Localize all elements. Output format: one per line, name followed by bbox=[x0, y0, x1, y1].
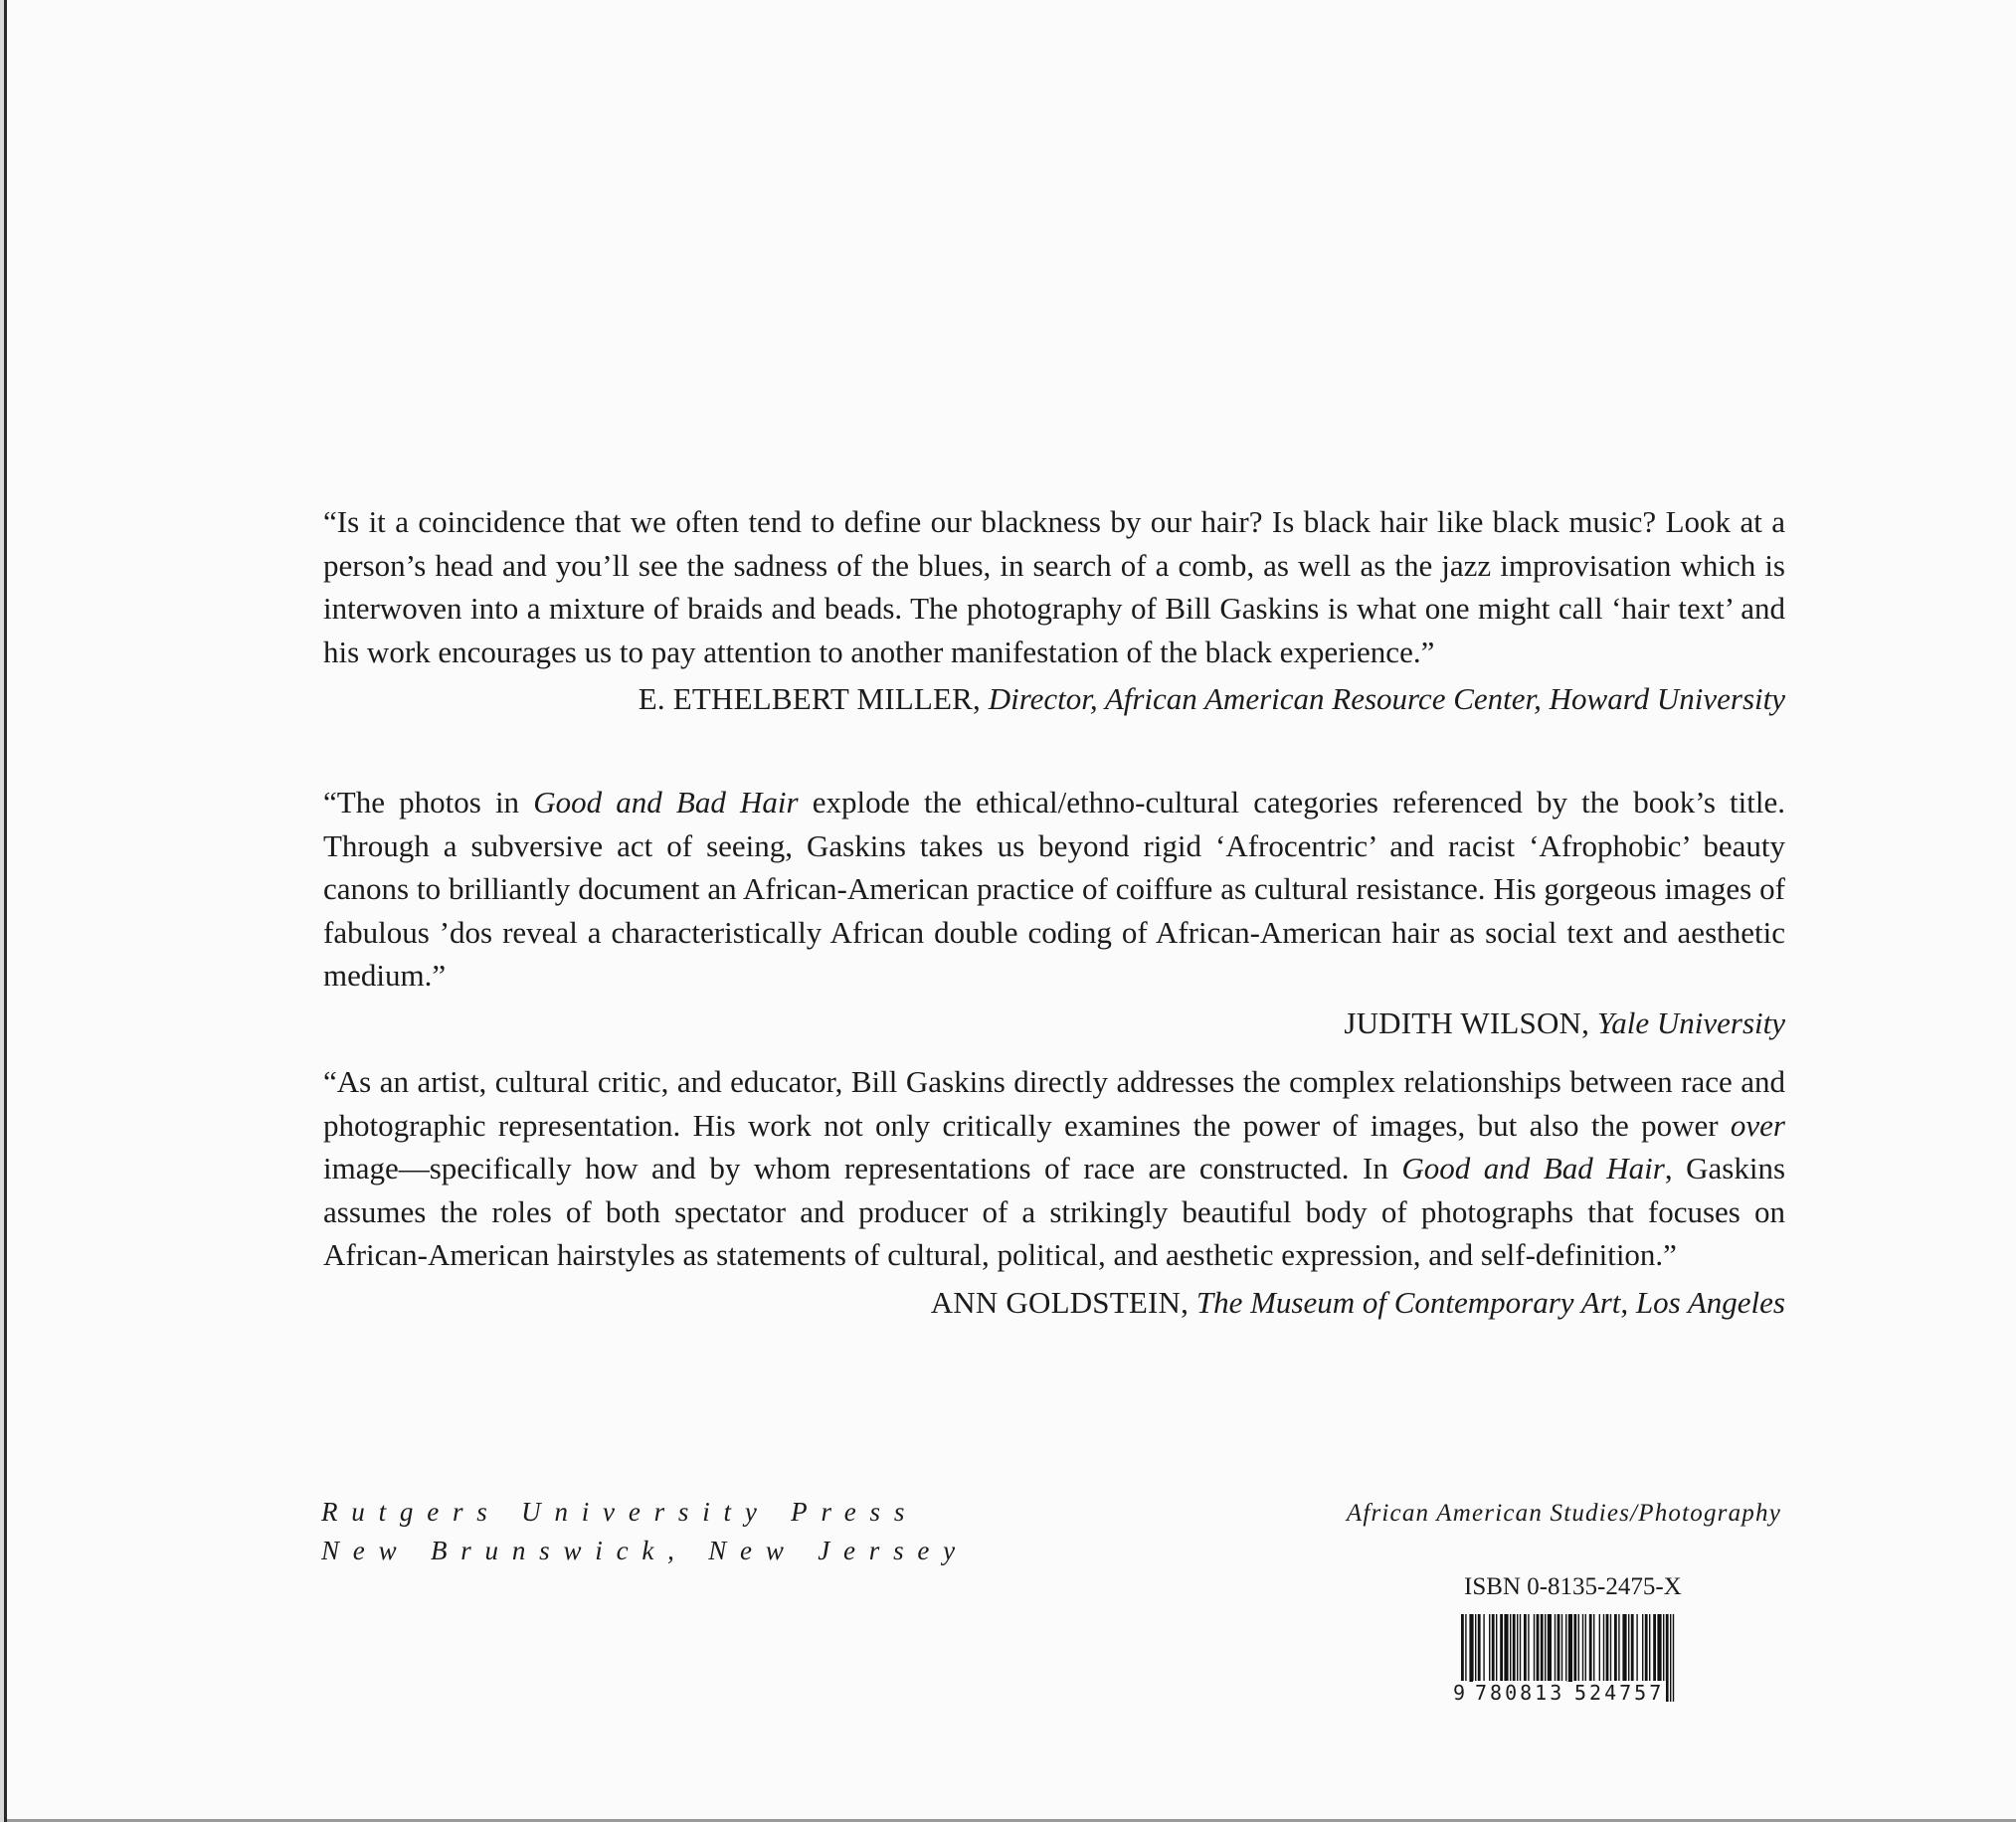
barcode-bar bbox=[1618, 1614, 1619, 1682]
barcode-digit-group2: 524757 bbox=[1574, 1681, 1665, 1705]
publisher-imprint bbox=[321, 1493, 969, 1570]
barcode-bar bbox=[1475, 1614, 1476, 1682]
quote-body-end: explode the ethical/ethno-cultural categories referenced by the book’s title. Through a subversive act of seeing, Gaskins takes us beyond rigid ‘Afrocentric’ and racist ‘Afrophobic’ beauty canons to brilliantly document an African-American practice of coiffure as cultural resistance. His gorgeous images of fabulous ’dos reveal a characteristically African double coding of African-American hair as social text and aesthetic medium.” bbox=[323, 785, 1785, 993]
barcode-bar bbox=[1622, 1614, 1626, 1682]
book-title: Good and Bad Hair bbox=[533, 785, 799, 820]
blurb-goldstein bbox=[323, 1060, 1785, 1324]
barcode-bar bbox=[1489, 1614, 1490, 1682]
barcode-bar bbox=[1545, 1614, 1546, 1682]
barcode-digit-first: 9 bbox=[1453, 1681, 1466, 1705]
quote-text bbox=[323, 1060, 1785, 1277]
quote-attribution bbox=[323, 677, 1785, 721]
emphasis-word: over bbox=[1730, 1107, 1785, 1143]
author-name: E. ETHELBERT MILLER, bbox=[638, 681, 981, 716]
author-affiliation: Yale University bbox=[1596, 1004, 1785, 1040]
quote-body: “Is it a coincidence that we often tend to define our blackness by our hair? Is black hair like black music? Look at a person’s head and you’ll see the sadness of the blues, in search of a comb, as well as the jazz improvisation which is interwoven into a mixture of braids and beads. The photography of Bill Gaskins is what one might call ‘hair text’ and his work encourages us to pay attention to another manifestation of the black experience.” bbox=[323, 504, 1785, 669]
quote-attribution bbox=[323, 1002, 1785, 1045]
barcode-digit-group1: 780813 bbox=[1475, 1681, 1565, 1705]
barcode-bar bbox=[1492, 1614, 1495, 1682]
barcode-bar bbox=[1528, 1614, 1529, 1682]
author-affiliation: Director, African American Resource Center, Howard University bbox=[988, 681, 1785, 716]
publisher-name: Rutgers University Press bbox=[321, 1497, 919, 1527]
barcode-bar bbox=[1513, 1614, 1516, 1682]
barcode-bar bbox=[1582, 1614, 1583, 1682]
barcode-bar bbox=[1642, 1614, 1643, 1682]
barcode-bar bbox=[1603, 1614, 1604, 1682]
barcode-bar bbox=[1649, 1614, 1650, 1682]
barcode-bar bbox=[1657, 1614, 1661, 1682]
book-title: Good and Bad Hair bbox=[1401, 1151, 1665, 1185]
barcode-bar bbox=[1610, 1614, 1611, 1682]
barcode-bar bbox=[1520, 1614, 1521, 1682]
blurb-miller bbox=[323, 500, 1785, 721]
author-name: ANN GOLDSTEIN, bbox=[930, 1284, 1190, 1320]
quote-body-middle: image—specifically how and by whom representations of race are constructed. In bbox=[323, 1151, 1402, 1185]
quote-attribution bbox=[323, 1281, 1785, 1325]
barcode-bar bbox=[1653, 1614, 1656, 1682]
barcode-bar bbox=[1573, 1614, 1576, 1682]
barcode-bar bbox=[1614, 1614, 1617, 1682]
barcode-bar bbox=[1500, 1614, 1503, 1682]
quote-body-end: , Gaskins assumes the roles of both spectator and producer of a strikingly beautiful body of photographs that focuses on African-American hairstyles as statements of cultural, political, and aesthetic expression, and self-definition.” bbox=[323, 1151, 1786, 1272]
barcode-bar bbox=[1504, 1614, 1508, 1682]
barcode-bar bbox=[1645, 1614, 1648, 1682]
barcode-bar bbox=[1524, 1614, 1527, 1682]
barcode-bar bbox=[1483, 1614, 1484, 1682]
barcode-bar bbox=[1517, 1614, 1518, 1682]
barcode-bar bbox=[1636, 1614, 1637, 1682]
publisher-location: New Brunswick, New Jersey bbox=[321, 1536, 969, 1565]
barcode-bar bbox=[1534, 1614, 1535, 1682]
barcode-bar bbox=[1589, 1614, 1592, 1682]
barcode-digits bbox=[1451, 1681, 1680, 1709]
barcode-bar bbox=[1631, 1614, 1634, 1682]
barcode-bar bbox=[1510, 1614, 1511, 1682]
barcode-bar bbox=[1541, 1614, 1544, 1682]
barcode-bar bbox=[1599, 1614, 1600, 1682]
subject-category: African American Studies/Photography bbox=[1346, 1500, 1781, 1527]
barcode-bar bbox=[1568, 1614, 1572, 1682]
back-cover bbox=[4, 0, 2016, 1822]
author-affiliation: The Museum of Contemporary Art, Los Angeles bbox=[1195, 1284, 1785, 1320]
barcode-bar bbox=[1537, 1614, 1540, 1682]
barcode-bar bbox=[1593, 1614, 1594, 1682]
barcode-bar bbox=[1496, 1614, 1497, 1682]
barcode-bar bbox=[1469, 1614, 1473, 1682]
isbn-label: ISBN 0-8135-2475-X bbox=[1464, 1573, 1682, 1600]
author-name: JUDITH WILSON, bbox=[1344, 1004, 1590, 1040]
barcode-bar bbox=[1606, 1614, 1609, 1682]
barcode-bar bbox=[1478, 1614, 1481, 1682]
barcode-bar bbox=[1628, 1614, 1629, 1682]
blurb-wilson bbox=[323, 781, 1785, 1044]
quote-text bbox=[323, 500, 1785, 673]
barcode-bar bbox=[1565, 1614, 1566, 1682]
barcode-bar bbox=[1555, 1614, 1556, 1682]
quote-text bbox=[323, 781, 1785, 998]
barcode-bar bbox=[1578, 1614, 1579, 1682]
quote-body-start: “The photos in bbox=[323, 785, 534, 820]
quote-body-start: “As an artist, cultural critic, and educator, Bill Gaskins directly addresses the complex relationships between race and photographic representation. His work not only critically examines the power of images, but also the power bbox=[323, 1064, 1785, 1143]
barcode-bar bbox=[1585, 1614, 1586, 1682]
barcode-bar bbox=[1548, 1614, 1552, 1682]
barcode-bar bbox=[1663, 1614, 1664, 1682]
